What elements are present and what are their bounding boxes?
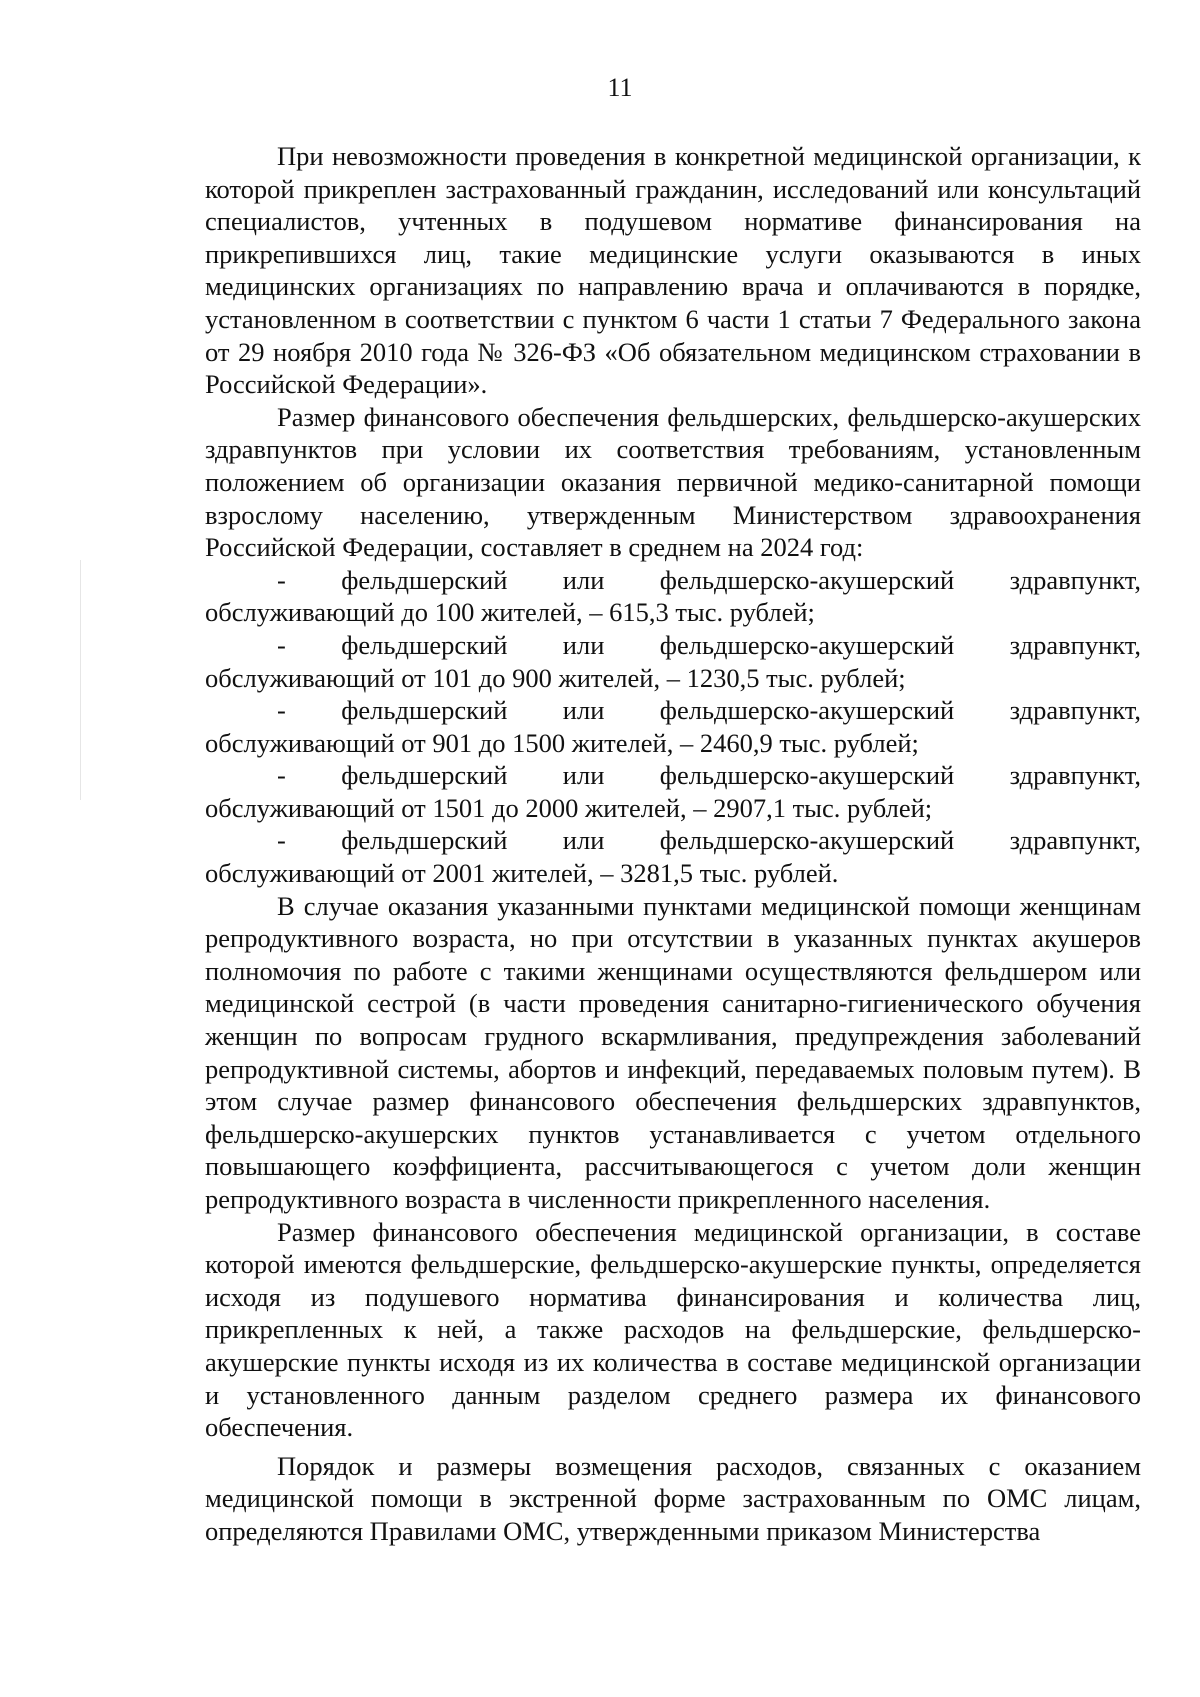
paragraph-emergency-reimbursement: Порядок и размеры возмещения расходов, связанных с оказанием медицинской помощи в экстренной форме застрахованным по ОМС лицам, определяются Правилами ОМС, утвержденными приказом Министерства xyxy=(205,1450,1141,1546)
list-item-fap-901-1500: - фельдшерский или фельдшерско-акушерский здравпункт, обслуживающий от 901 до 1500 жителей, – 2460,9 тыс. рублей; xyxy=(205,695,1141,758)
paragraph-referral-services: При невозможности проведения в конкретной медицинской организации, к которой прикреплен застрахованный гражданин, исследований или консультаций специалистов, учтенных в подушевом нормативе финансирования на прикрепившихся лиц, такие медицинские услуги оказываются в иных медицинских организациях по направлению врача и оплачиваются в порядке, установленном в соответствии с пунктом 6 части 1 статьи 7 Федерального закона от 29 ноября 2010 года № 326-ФЗ «Об обязательном медицинском страховании в Российской Федерации». xyxy=(205,141,1141,400)
paragraph-fap-funding-intro: Размер финансового обеспечения фельдшерских, фельдшерско-акушерских здравпунктов при условии их соответствия требованиям, установленным положением об организации оказания первичной медико-санитарной помощи взрослому населению, утвержденным Министерством здравоохранения Российской Федерации, составляет в среднем на 2024 год: xyxy=(205,401,1141,563)
list-item-fap-1501-2000: - фельдшерский или фельдшерско-акушерский здравпункт, обслуживающий от 1501 до 2000 жителей, – 2907,1 тыс. рублей; xyxy=(205,760,1141,823)
list-item-fap-100: - фельдшерский или фельдшерско-акушерский здравпункт, обслуживающий до 100 жителей, – 615,3 тыс. рублей; xyxy=(205,564,1141,628)
page-number: 11 xyxy=(607,73,633,102)
document-body xyxy=(205,140,1141,1548)
paragraph-reproductive-age: В случае оказания указанными пунктами медицинской помощи женщинам репродуктивного возраста, но при отсутствии в указанных пунктах акушеров полномочия по работе с такими женщинами осуществляются фельдшером или медицинской сестрой (в части проведения санитарно-гигиенического обучения женщин по вопросам грудного вскармливания, предупреждения заболеваний репродуктивной системы, абортов и инфекций, передаваемых половым путем). В этом случае размер финансового обеспечения фельдшерских здравпунктов, фельдшерско-акушерских пунктов устанавливается с учетом отдельного повышающего коэффициента, рассчитывающегося с учетом доли женщин репродуктивного возраста в численности прикрепленного населения. xyxy=(205,890,1141,1214)
paragraph-organization-funding: Размер финансового обеспечения медицинской организации, в составе которой имеются фельдшерские, фельдшерско-акушерские пункты, определяется исходя из подушевого норматива финансирования и количества лиц, прикрепленных к ней, а также расходов на фельдшерские, фельдшерско-акушерские пункты исходя из их количества в составе медицинской организации и установленного данным разделом среднего размера их финансового обеспечения. xyxy=(205,1216,1141,1443)
list-item-fap-2001: - фельдшерский или фельдшерско-акушерский здравпункт, обслуживающий от 2001 жителей, – 3281,5 тыс. рублей. xyxy=(205,825,1141,889)
list-item-fap-101-900: - фельдшерский или фельдшерско-акушерский здравпункт, обслуживающий от 101 до 900 жителей, – 1230,5 тыс. рублей; xyxy=(205,629,1141,693)
scan-artifact-line xyxy=(80,560,81,800)
